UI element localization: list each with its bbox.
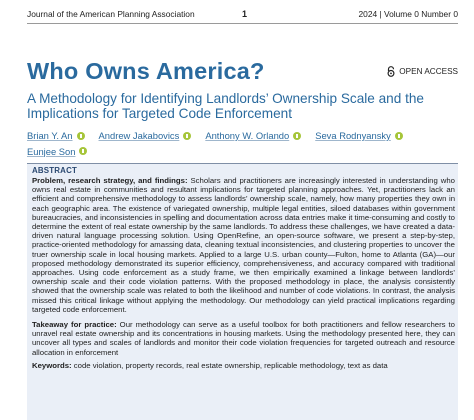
volume-info: 2024 | Volume 0 Number 0: [358, 9, 458, 19]
article-subtitle: A Methodology for Identifying Landlords’ Ownership Scale and the Implications for Targeted Code Enforcement: [27, 91, 424, 121]
author-3[interactable]: [205, 128, 301, 144]
article-title: Who Owns America?: [27, 58, 265, 84]
abstract-rule: [27, 163, 458, 164]
journal-name: Journal of the American Planning Association: [27, 9, 195, 19]
orcid-icon[interactable]: [79, 147, 87, 155]
author-list: [27, 128, 458, 159]
abstract-box: [27, 163, 458, 420]
author-2[interactable]: [99, 128, 192, 144]
orcid-icon[interactable]: [77, 132, 85, 140]
orcid-icon[interactable]: [293, 132, 301, 140]
takeaway-text: Our methodology can serve as a useful toolbox for both practitioners and fellow researchers to unravel real estate ownership and its concentrations in housing markets. Using the methodology presented here, they can uncover all types and scales of landlords and monitor their code violation frequencies for targeted outreach and resource allocation in enforcement: [32, 320, 455, 357]
abstract-takeaway-paragraph: [32, 320, 455, 357]
problem-text: Scholars and practitioners are increasingly interested in understanding who owns real estate in communities and resultant implications for targeted planning approaches. Yet, practitioners lack an efficient and comprehensive methodology to assess landlords’ ownership scale, namely, how many properties they own in each geographic area. The existence of variegated ownership, multiple legal entities, siloed databases within government bureaucracies, and inconsistencies in spelling and documentation across data entries make it time-consuming and costly to determine the extent of real estate ownership by the same landlords. To address these challenges, we have created a data-driven natural language processing solution. Using OpenRefine, an open-source software, we present a step-by-step, practice-oriented methodology for amassing data, cleaning textual inconsistencies, and clustering properties to uncover the truer ownership scale in local housing markets. Applied to a large U.S. urban county—Fulton, home to Atlanta (GA)—our proposed methodology demonstrated its superior efficiency, comprehensiveness, and accuracy compared with traditional approaches. Using code enforcement as a study frame, we then empirically examined a linkage between landlords’ ownership scale and their code violation patterns. With the proposed methodology in place, the analysis consistently showed that the ownership scale was related to both the likelihood and number of code violations. In contrast, the analysis missed this critical linkage without applying the methodology. Our methodology can yield practical implications regarding targeted code enforcement.: [32, 176, 455, 314]
abstract-problem-paragraph: [32, 176, 455, 314]
author-name[interactable]: Andrew Jakabovics: [98, 130, 180, 141]
problem-label: Problem, research strategy, and findings:: [32, 176, 188, 185]
keywords-line: [32, 361, 455, 370]
keywords-label: Keywords:: [32, 360, 72, 370]
author-name[interactable]: Anthony W. Orlando: [205, 130, 290, 141]
journal-header: [27, 9, 458, 27]
open-access-badge[interactable]: [386, 66, 458, 77]
author-name[interactable]: Brian Y. An: [27, 130, 73, 141]
keywords-text: code violation, property records, real estate ownership, replicable methodology, text as data: [71, 360, 388, 370]
author-name[interactable]: Seva Rodnyansky: [315, 130, 391, 141]
abstract-heading: ABSTRACT: [32, 166, 77, 175]
abstract-body: [32, 176, 455, 370]
open-access-label: OPEN ACCESS: [399, 67, 458, 76]
author-4[interactable]: [315, 128, 403, 144]
open-access-lock-icon: [386, 66, 396, 77]
author-name[interactable]: Eunjee Son: [27, 145, 76, 157]
takeaway-label: Takeaway for practice:: [32, 320, 117, 330]
author-5[interactable]: [27, 144, 87, 160]
orcid-icon[interactable]: [183, 132, 191, 140]
header-rule: [27, 23, 458, 24]
author-1[interactable]: [27, 128, 85, 144]
page-number: 1: [242, 9, 248, 19]
orcid-icon[interactable]: [395, 132, 403, 140]
